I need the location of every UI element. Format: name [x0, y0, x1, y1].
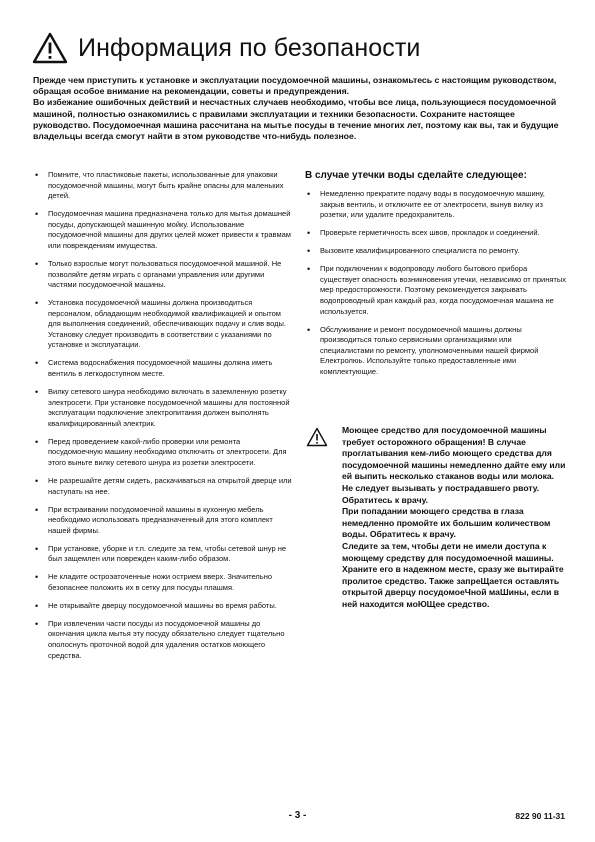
list-item: • Не открывайте дверцу посудомоечной машины во время работы. — [33, 601, 295, 612]
left-column — [33, 170, 295, 669]
leak-list — [305, 189, 567, 377]
title-row — [32, 30, 572, 66]
warning-paragraph: Моющее средство для посудомоечной машины требует осторожного обращения! В случае проглатывания кем-либо моющего средства для посудомоечной машины немедленно дайте ему или ей выпить несколько стаканов воды или молока. Не следует вызывать у пострадавшего рвоту. Обратитесь к врачу. — [342, 425, 566, 505]
list-item: • При установке, уборке и т.п. следите за тем, чтобы сетевой шнур не был защемлен или поврежден каким-либо образом. — [33, 544, 295, 565]
warning-text — [342, 425, 567, 611]
detergent-warning — [305, 425, 567, 611]
list-item: • Не кладите остроэаточенные ножи острием вверх. Значительно безопаснее положить их в сетку для посуды плашмя. — [33, 572, 295, 593]
list-item: • Система водоснабжения посудомоечной машины должна иметь вентиль в легкодоступном месте. — [33, 358, 295, 379]
intro-paragraph: Во избежание ошибочных действий и несчастных случаев необходимо, чтобы все лица, пользующиеся посудомоечной машиной, полностью ознакомились с правилами эксплуатации и техники безопасности. Сохраните настоящее руководство. Посудомоечная машина рассчитана на мытье посуды в течение многих лет, поэтому как вы, так и будущие владельцы всегда смогут найти в этом руководстве что-нибудь полезное. — [33, 97, 559, 142]
right-column — [305, 170, 567, 385]
list-item: • Установка посудомоечной машины должна производиться персоналом, обладающим необходимой квалификацией и опытом для выполнения соединений, обеспечивающих подачу и слив воды. Установку следует производить в соответствии с указаниями по установке и эксплуатации. — [33, 298, 295, 351]
list-item: • При встраивании посудомоечной машины в кухонную мебель необходимо использовать предназначенный для этого комплект нашей фирмы. — [33, 505, 295, 537]
page-number: - 3 - — [288, 810, 307, 821]
list-item: • При подключении к водопроводу любого бытового прибора существует опасность возникновения утечки, независимо от принятых мер предосторожности. Поэтому рекомендуется закрывать водопроводный кран каждый раз, когда посудомоечная машина не используется. — [305, 264, 567, 317]
list-item: • Перед проведением какой-либо проверки или ремонта посудомоечную машину необходимо отключить от электросети. Для этого выньте вилку сетевого шнура из розетки электросети. — [33, 437, 295, 469]
list-item: • Проверьте герметичность всех швов, прокладок и соединений. — [305, 228, 567, 239]
warning-paragraph: При попадании моющего средства в глаза немедленно промойте их большим количеством воды. Обратитесь к врачу. — [342, 506, 551, 540]
page-title: Информация по безопаности — [78, 33, 421, 62]
list-item: • При извлечении части посуды из посудомоечной машины до окончания цикла мытья эту посуду обязательно следует тщательно ополоснуть проточной водой для удаления остатков моющего средства. — [33, 619, 295, 661]
leak-heading: В случае утечки воды сделайте следующее: — [305, 170, 527, 181]
list-item: • Обслуживание и ремонт посудомоечной машины должны производиться только сервисными организациями или специалистами по ремонту, уполномоченными нашей фирмой Електролюь. Используйте только предоставленные ими комплектующие. — [305, 325, 567, 378]
intro-paragraph: Прежде чем приступить к установке и эксплуатации посудомоечной машины, ознакомьтесь с настоящим руководством, обращая особое внимание на рекомендации, советы и предупреждения. — [33, 75, 557, 97]
list-item: • Вызовите квалифицированного специалиста по ремонту. — [305, 246, 567, 257]
list-item: • Не разрешайте детям сидеть, раскачиваться на открытой дверце или наступать на нее. — [33, 476, 295, 497]
warning-triangle-icon — [32, 32, 68, 64]
safety-list — [33, 170, 295, 661]
list-item: • Помните, что пластиковые пакеты, использованные для упаковки посудомоечной машины, могут быть крайне опасны для маленьких детей. — [33, 170, 295, 202]
list-item: • Немедленно прекратите подачу воды в посудомоечную машину, закрыв вентиль, и отключите ее от электросети, вынув вилку из розетки, или удалите предохранитель. — [305, 189, 567, 221]
list-item: • Только взрослые могут пользоваться посудомоечной машиной. Не позволяйте детям играть с органами управления или другими частями посудомоечной машины. — [33, 259, 295, 291]
intro-text — [33, 75, 568, 142]
warning-triangle-icon — [306, 427, 328, 447]
warning-paragraph: Следите за тем, чтобы дети не имели доступа к моющему средству для посудомоечной машины. Храните его в надежном месте, сразу же вытирайте пролитое средство. Также запреЩается оставлять открытой дверцу посудомоеЧной маШины, если в ней находится моЮЩее средство. — [342, 540, 564, 609]
list-item: • Вилку сетевого шнура необходимо включать в заземленную розетку электросети. При установке посудомоечной машины для постоянной эксплуатации подключение электропитания должен выполнять квалифицированный электрик. — [33, 387, 295, 429]
list-item: • Посудомоечная машина предназначена только для мытья домашней посуды, допускающей машинную мойку. Использование посудомоечной машины для других целей может привести к травмам или повреждениям имущества. — [33, 209, 295, 251]
document-code: 822 90 11-31 — [515, 811, 565, 821]
